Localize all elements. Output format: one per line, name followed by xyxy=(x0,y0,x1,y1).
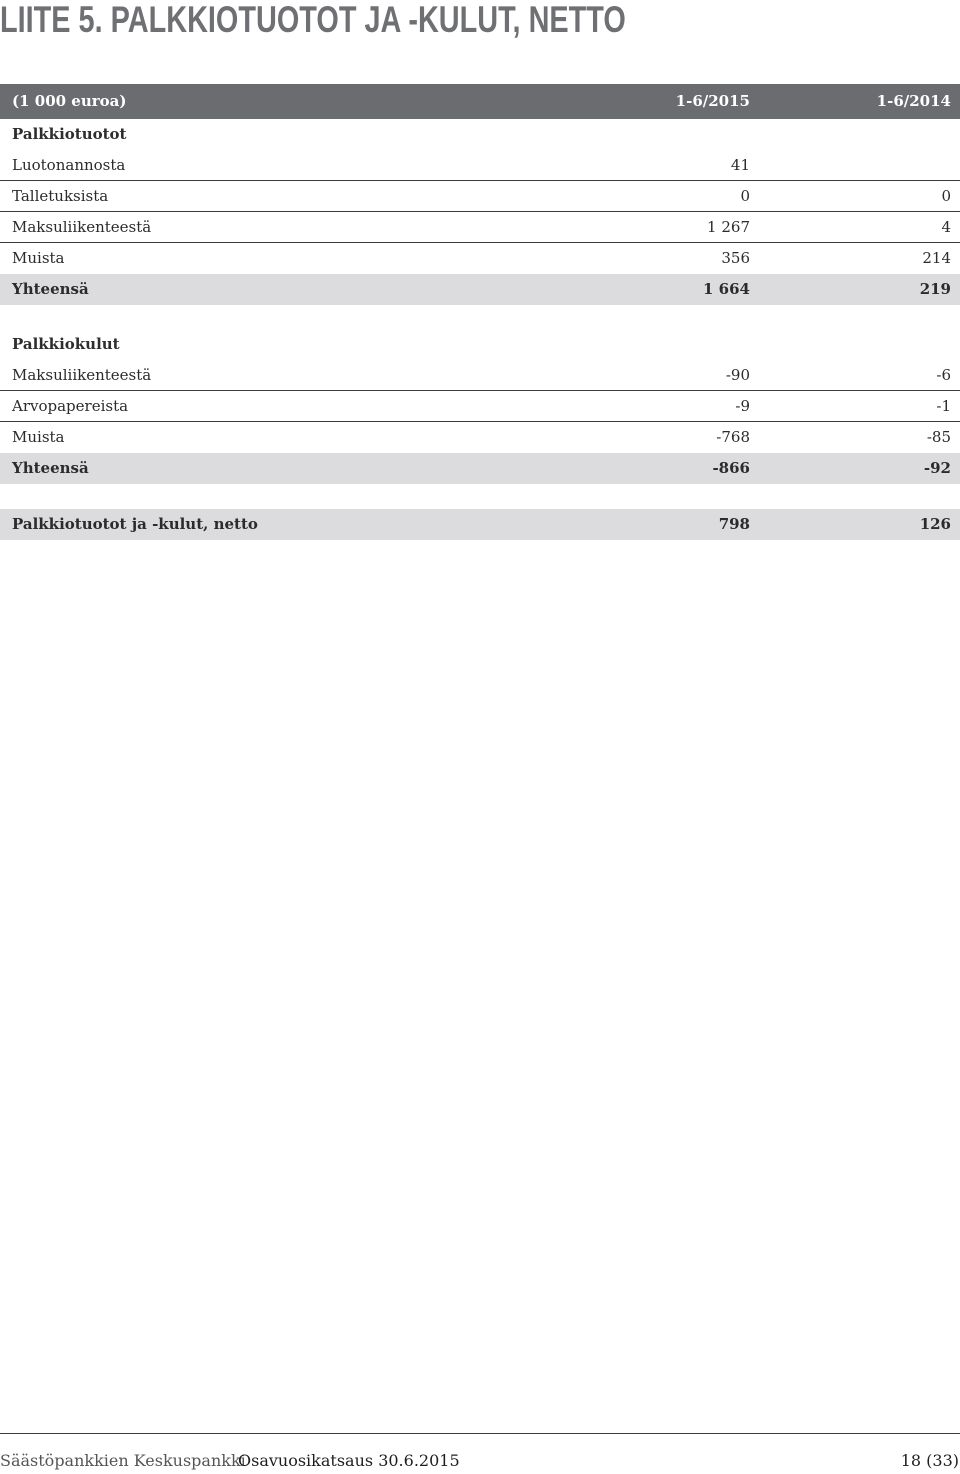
net-total-row: Palkkiotuotot ja -kulut, netto 798 126 xyxy=(0,509,960,540)
table-row: Luotonannosta 41 xyxy=(0,150,960,181)
table-row: Talletuksista 0 0 xyxy=(0,181,960,212)
footer-page-number: 18 (33) xyxy=(900,1451,959,1470)
spacer xyxy=(0,484,960,509)
footer-bank-name: Säästöpankkien Keskuspankki xyxy=(0,1451,246,1470)
income-total-row: Yhteensä 1 664 219 xyxy=(0,274,960,305)
page-footer xyxy=(0,1449,960,1473)
spacer xyxy=(0,305,960,329)
table-header xyxy=(0,84,960,119)
expenses-total-row: Yhteensä -866 -92 xyxy=(0,453,960,484)
table-row: Muista -768 -85 xyxy=(12,428,951,446)
page-title: LIITE 5. PALKKIOTUOTOT JA -KULUT, NETTO xyxy=(0,0,626,40)
table-row: Muista 356 214 xyxy=(12,249,951,267)
fee-table xyxy=(0,84,960,540)
table-row: Arvopapereista -9 -1 xyxy=(0,391,960,422)
header-col-2015: 1-6/2015 xyxy=(675,92,750,110)
table-row: Maksuliikenteestä -90 -6 xyxy=(0,360,960,391)
section-heading-income: Palkkiotuotot xyxy=(12,125,127,143)
footer-divider xyxy=(0,1433,960,1434)
header-unit: (1 000 euroa) xyxy=(12,92,127,110)
table-row: Maksuliikenteestä 1 267 4 xyxy=(0,212,960,243)
header-col-2014: 1-6/2014 xyxy=(876,92,951,110)
section-heading-expenses: Palkkiokulut xyxy=(12,335,120,353)
footer-report-title: Osavuosikatsaus 30.6.2015 xyxy=(238,1451,460,1470)
